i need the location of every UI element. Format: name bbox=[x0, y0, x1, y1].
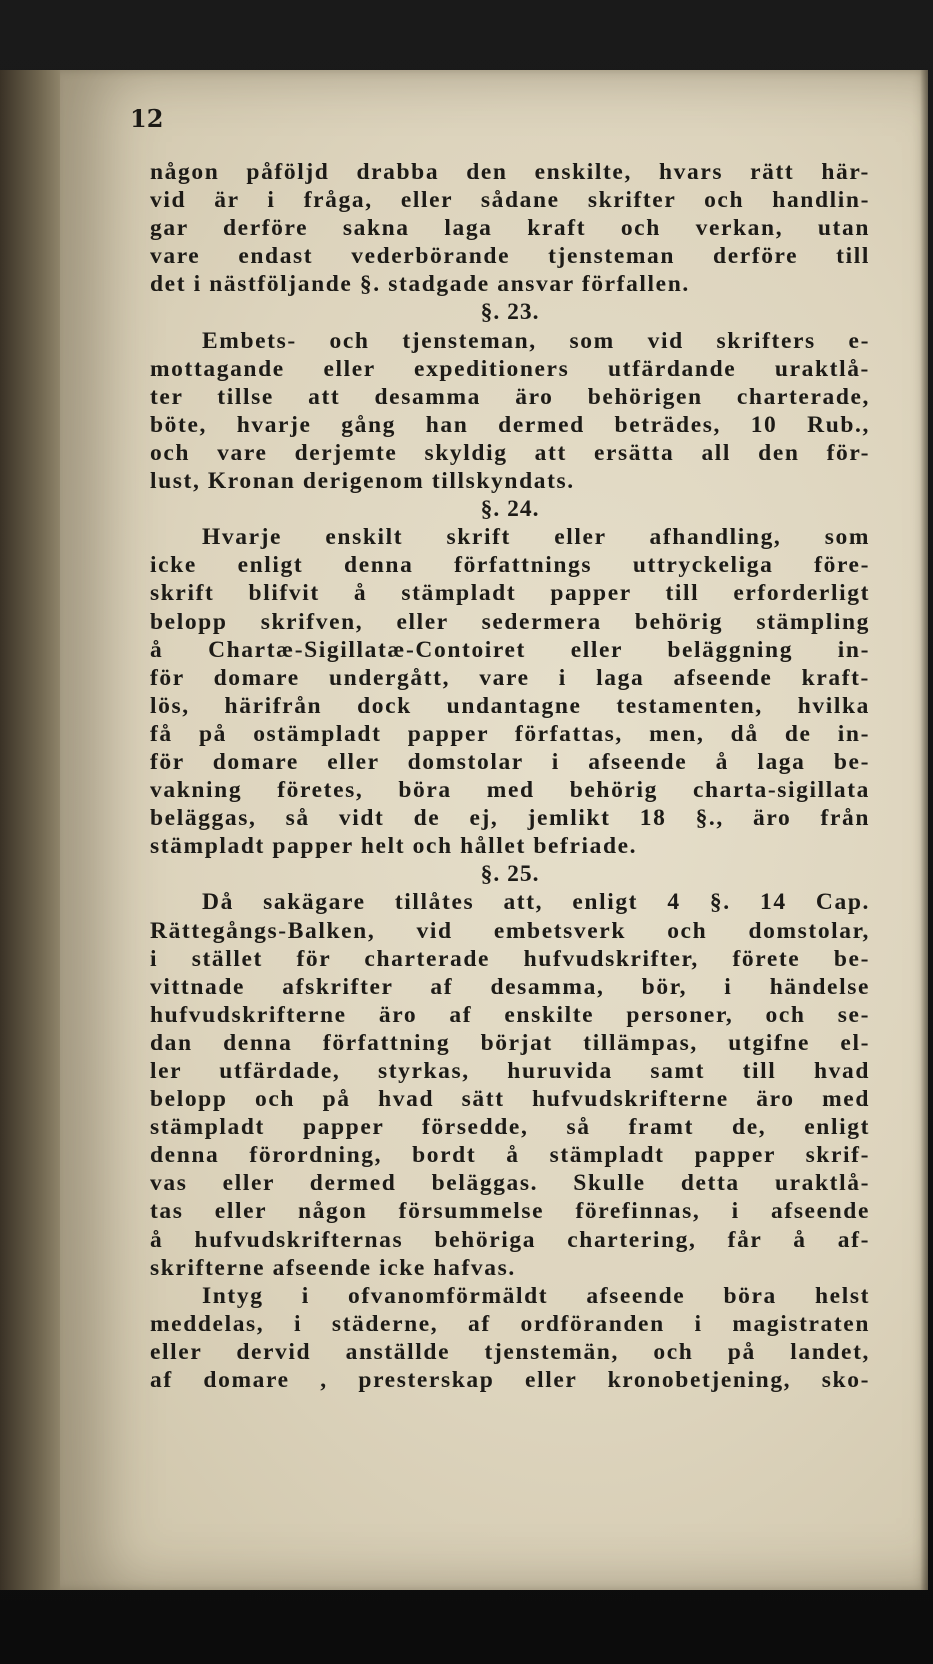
text-line: vittnade afskrifter af desamma, bör, i händelse bbox=[150, 973, 870, 1000]
text-line: tas eller någon försummelse förefinnas, i afseende bbox=[150, 1198, 870, 1225]
page-edge-shadow bbox=[920, 70, 928, 1590]
text-line: meddelas, i städerne, af ordföranden i magistraten bbox=[150, 1310, 870, 1337]
text-line: eller dervid anställde tjenstemän, och på landet, bbox=[150, 1338, 870, 1365]
text-line: någon påföljd drabba den enskilte, hvars rätt här- bbox=[150, 159, 870, 185]
section-heading-25: §. 25. bbox=[480, 861, 540, 888]
text-line: Då sakägare tillåtes att, enligt 4 §. 14 Cap. bbox=[202, 889, 870, 916]
section-heading-24: §. 24. bbox=[480, 496, 540, 523]
text-line: lust, Kronan derigenom tillskyndats. bbox=[150, 468, 575, 495]
text-line: för domare eller domstolar i afseende å laga be- bbox=[150, 748, 870, 775]
text-line: mottagande eller expeditioners utfärdande uraktlå- bbox=[150, 355, 870, 382]
section-heading-23: §. 23. bbox=[480, 299, 540, 326]
text-line: vakning företes, böra med behörig charta-sigillata bbox=[150, 777, 870, 804]
text-line: vas eller dermed beläggas. Skulle detta uraktlå- bbox=[150, 1170, 870, 1197]
text-line: böte, hvarje gång han dermed beträdes, 10 Rub., bbox=[150, 411, 870, 438]
text-line: af domare , presterskap eller kronobetjening, sko- bbox=[150, 1367, 870, 1394]
text-line: för domare undergått, vare i laga afseende kraft- bbox=[150, 664, 870, 691]
text-line: vid är i fråga, eller sådane skrifter och handlin- bbox=[150, 187, 870, 214]
text-line: det i nästföljande §. stadgade ansvar förfallen. bbox=[150, 271, 690, 298]
text-line: icke enligt denna författnings uttryckeliga före- bbox=[150, 552, 870, 579]
text-line: å hufvudskrifternas behöriga chartering, får å af- bbox=[150, 1226, 870, 1253]
text-line: vare endast vederbörande tjensteman derföre till bbox=[150, 243, 870, 270]
text-line: belopp och på hvad sätt hufvudskrifterne äro med bbox=[150, 1086, 870, 1113]
text-line: gar derföre sakna laga kraft och verkan, utan bbox=[150, 215, 870, 242]
text-line: stämpladt papper försedde, så framt de, enligt bbox=[150, 1114, 870, 1141]
text-line: å Chartæ-Sigillatæ-Contoiret eller beläggning in- bbox=[150, 636, 870, 663]
text-line: lös, härifrån dock undantagne testamenten, hvilka bbox=[150, 692, 870, 719]
text-line: dan denna författning börjat tillämpas, utgifne el- bbox=[150, 1029, 870, 1056]
text-line: Intyg i ofvanomförmäldt afseende böra helst bbox=[202, 1282, 870, 1309]
text-line: i stället för charterade hufvudskrifter, förete be- bbox=[150, 945, 870, 972]
text-line: stämpladt papper helt och hållet befriade. bbox=[150, 833, 638, 860]
text-line: skrifterne afseende icke hafvas. bbox=[150, 1254, 516, 1281]
text-line: skrift blifvit å stämpladt papper till erforderligt bbox=[150, 580, 870, 607]
text-line: Hvarje enskilt skrift eller afhandling, som bbox=[202, 524, 870, 551]
text-line: och vare derjemte skyldig att ersätta all den för- bbox=[150, 439, 870, 466]
text-line: beläggas, så vidt de ej, jemlikt 18 §., äro från bbox=[150, 805, 870, 832]
text-line: Rättegångs-Balken, vid embetsverk och domstolar, bbox=[150, 917, 870, 944]
text-line: denna förordning, bordt å stämpladt papper skrif- bbox=[150, 1142, 870, 1169]
text-line: hufvudskrifterne äro af enskilte personer, och se- bbox=[150, 1001, 870, 1028]
page-text bbox=[150, 158, 870, 1394]
text-line: ler utfärdade, styrkas, huruvida samt till hvad bbox=[150, 1058, 870, 1084]
text-line: ter tillse att desamma äro behörigen charterade, bbox=[150, 383, 870, 410]
text-line: Embets- och tjensteman, som vid skrifters e- bbox=[202, 327, 870, 354]
page-number: 12 bbox=[130, 104, 164, 133]
text-line: belopp skrifven, eller sedermera behörig stämpling bbox=[150, 608, 870, 635]
text-line: få på ostämpladt papper författas, men, då de in- bbox=[150, 720, 870, 747]
